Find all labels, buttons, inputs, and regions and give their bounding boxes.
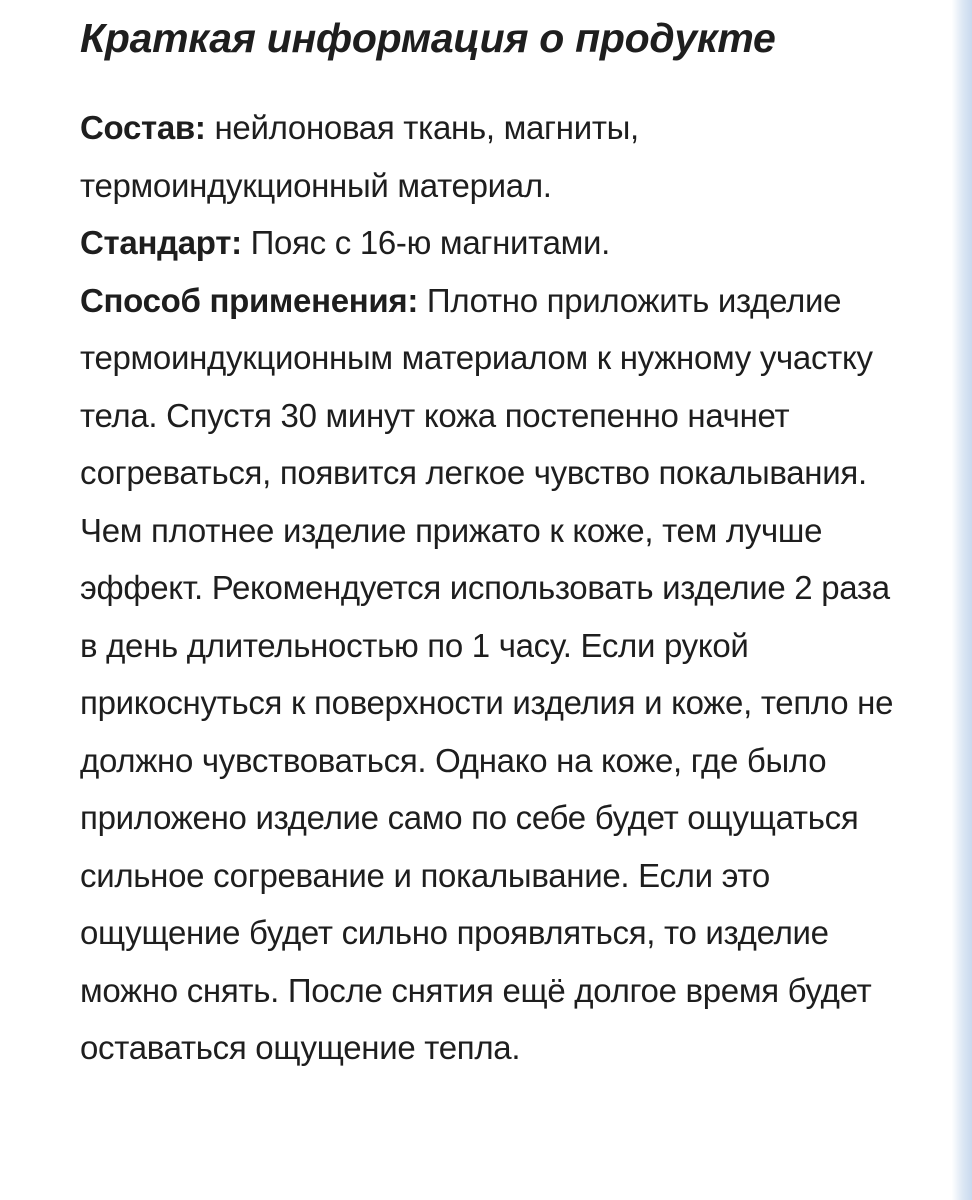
- right-edge-gradient: [938, 0, 972, 1200]
- method-paragraph: [80, 272, 900, 1077]
- composition-text: нейлоновая ткань, магниты, термоиндукционный материал.: [80, 109, 639, 204]
- method-label: Способ применения:: [80, 281, 419, 319]
- product-info-block: [80, 10, 910, 1077]
- composition-label: Состав:: [80, 109, 206, 146]
- standard-label: Стандарт:: [80, 224, 242, 261]
- page-title: Краткая информация о продукте: [80, 15, 776, 61]
- standard-paragraph: [80, 214, 910, 272]
- standard-text: Пояс с 16-ю магнитами.: [250, 224, 611, 261]
- composition-paragraph: [80, 99, 910, 214]
- method-text: Плотно приложить изделие термоиндукционным материалом к нужному участку тела. Спустя 30 минут кожа постепенно начнет согреваться, появится легкое чувство покалывания. Чем плотнее изделие прижато к коже, тем лучше эффект. Рекомендуется использовать изделие 2 раза в день длительностью по 1 часу. Если рукой прикоснуться к поверхности изделия и коже, тепло не должно чувствоваться. Однако на коже, где было приложено изделие само по себе будет ощущаться сильное согревание и покалывание. Если это ощущение будет сильно проявляться, то изделие можно снять. После снятия ещё долгое время будет оставаться ощущение тепла.: [80, 281, 894, 1066]
